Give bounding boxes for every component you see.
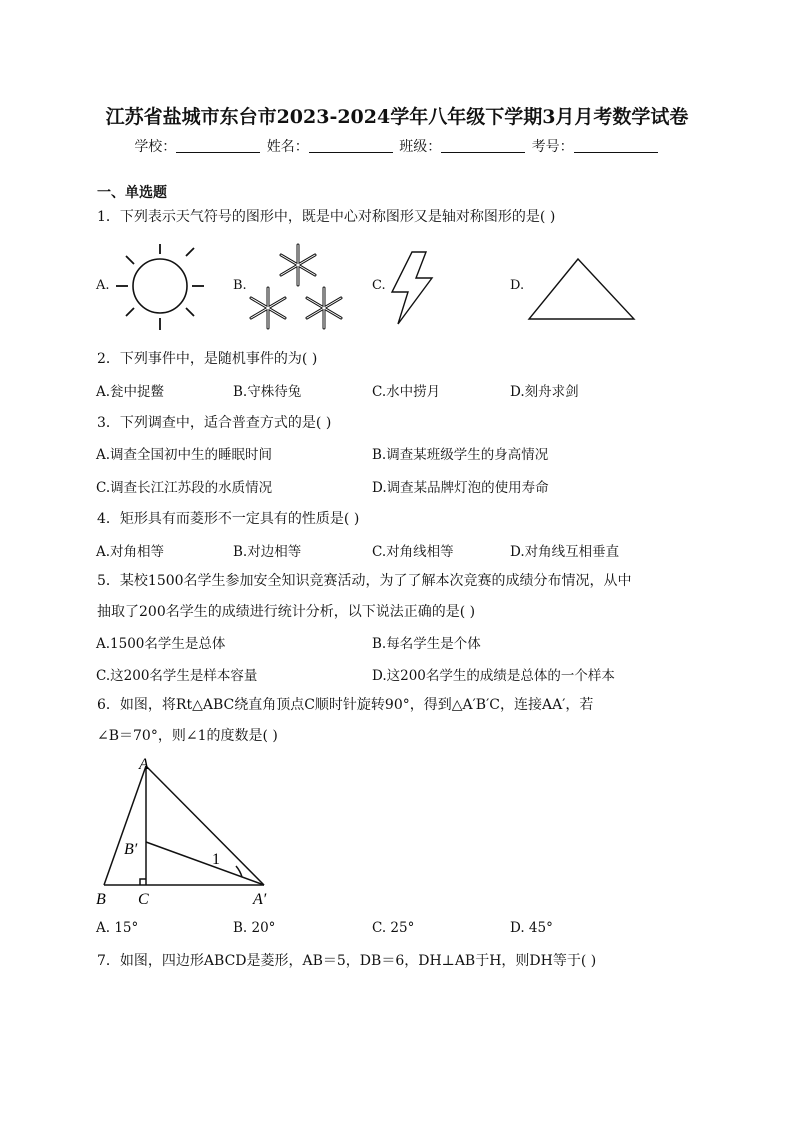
exam-title: 江苏省盐城市东台市2023-2024学年八年级下学期3月月考数学试卷 — [105, 106, 689, 128]
name-blank[interactable] — [309, 138, 393, 153]
school-blank[interactable] — [176, 138, 260, 153]
section-heading: 一、单选题 — [97, 185, 167, 201]
q6-option-a[interactable]: A. 15° — [96, 920, 139, 936]
q3-option-d[interactable]: D.调查某品牌灯泡的使用寿命 — [372, 480, 549, 496]
q3-option-c[interactable]: C.调查长江江苏段的水质情况 — [96, 480, 273, 496]
q1-option-a-label: A. — [96, 278, 110, 293]
student-info-line — [0, 136, 794, 156]
q4-option-c[interactable]: C.对角线相等 — [372, 544, 454, 560]
name-label: 姓名： — [266, 139, 309, 155]
q3-option-a[interactable]: A.调查全国初中生的睡眠时间 — [96, 447, 273, 463]
class-blank[interactable] — [441, 138, 525, 153]
q1-option-c-label: C. — [372, 278, 386, 293]
label-vertex-b-prime: B′ — [124, 841, 138, 858]
sun-icon — [110, 244, 210, 334]
class-label: 班级： — [399, 139, 442, 155]
triangle-icon — [526, 256, 638, 322]
exam-number-label: 考号： — [531, 139, 574, 155]
question-3-stem: 3．下列调查中，适合普查方式的是( ) — [97, 415, 332, 431]
question-5-stem-line2: 抽取了200名学生的成绩进行统计分析，以下说法正确的是( ) — [97, 604, 476, 620]
question-1-stem: 1．下列表示天气符号的图形中，既是中心对称图形又是轴对称图形的是( ) — [97, 209, 556, 225]
q2-option-b[interactable]: B.守株待兔 — [233, 384, 302, 400]
q6-option-b[interactable]: B. 20° — [233, 920, 276, 936]
question-6-stem-line2: ∠B＝70°，则∠1的度数是( ) — [97, 728, 278, 744]
q1-option-b-label: B. — [233, 278, 247, 293]
label-vertex-a: A — [139, 756, 149, 773]
question-5-stem-line1: 5．某校1500名学生参加安全知识竞赛活动，为了了解本次竞赛的成绩分布情况，从中 — [97, 573, 632, 589]
question-6-stem-line1: 6．如图，将Rt△ABC绕直角顶点C顺时针旋转90°，得到△A′B′C，连接AA′，若 — [97, 697, 594, 713]
q2-option-a[interactable]: A.瓮中捉鳖 — [96, 384, 165, 400]
school-label: 学校： — [134, 139, 177, 155]
label-vertex-b: B — [96, 891, 106, 908]
label-angle-1: 1 — [212, 851, 220, 868]
q5-option-d[interactable]: D.这200名学生的成绩是总体的一个样本 — [372, 668, 615, 684]
q2-option-c[interactable]: C.水中捞月 — [372, 384, 441, 400]
question-7-stem: 7．如图，四边形ABCD是菱形，AB＝5，DB＝6，DH⊥AB于H，则DH等于( ) — [97, 953, 597, 969]
q5-option-a[interactable]: A.1500名学生是总体 — [96, 636, 226, 652]
q4-option-a[interactable]: A.对角相等 — [96, 544, 165, 560]
q4-option-d[interactable]: D.对角线互相垂直 — [510, 544, 620, 560]
q2-option-d[interactable]: D.刻舟求剑 — [510, 384, 579, 400]
q5-option-c[interactable]: C.这200名学生是样本容量 — [96, 668, 258, 684]
label-vertex-c: C — [138, 891, 149, 908]
exam-number-blank[interactable] — [574, 138, 658, 153]
question-2-stem: 2．下列事件中，是随机事件的为( ) — [97, 351, 318, 367]
q6-option-d[interactable]: D. 45° — [510, 920, 553, 936]
q4-option-b[interactable]: B.对边相等 — [233, 544, 302, 560]
question-4-stem: 4．矩形具有而菱形不一定具有的性质是( ) — [97, 511, 360, 527]
q3-option-b[interactable]: B.调查某班级学生的身高情况 — [372, 447, 549, 463]
q6-option-c[interactable]: C. 25° — [372, 920, 415, 936]
lightning-icon — [388, 250, 438, 326]
q1-option-d-label: D. — [510, 278, 525, 293]
snowflakes-icon — [246, 240, 356, 335]
rotation-triangle-figure — [90, 752, 290, 912]
q5-option-b[interactable]: B.每名学生是个体 — [372, 636, 481, 652]
label-vertex-a-prime: A′ — [253, 891, 267, 908]
